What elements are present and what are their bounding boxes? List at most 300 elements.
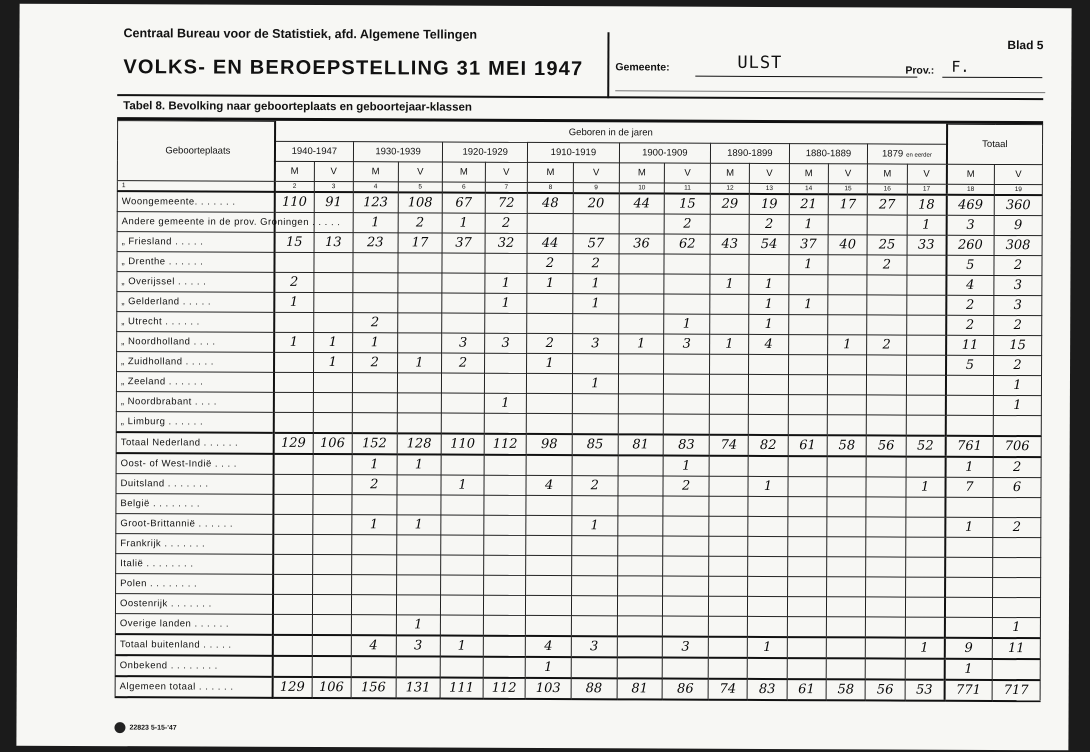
table-cell: 1 [789, 214, 828, 234]
table-cell [866, 616, 905, 637]
table-cell [663, 536, 709, 556]
table-cell: 43 [710, 234, 749, 254]
table-cell [663, 657, 709, 678]
column-number: 11 [665, 183, 711, 194]
table-cell: 1 [484, 393, 527, 413]
table-cell: 1 [945, 456, 993, 477]
table-cell: 44 [619, 193, 665, 214]
year-group-label: 1890-1899 [727, 147, 773, 159]
table-cell: 56 [866, 435, 905, 456]
table-cell: 83 [747, 678, 786, 699]
table-cell [866, 556, 905, 576]
table-cell [313, 412, 352, 433]
table-cell [617, 575, 663, 595]
sex-header: M [710, 163, 749, 183]
table-cell: 1 [788, 294, 827, 314]
row-label: „ Friesland . . . . . [117, 231, 274, 252]
table-cell [945, 597, 993, 617]
table-cell: 3 [573, 333, 619, 353]
column-number: 6 [443, 182, 486, 193]
table-cell [351, 614, 396, 635]
table-cell [906, 415, 946, 436]
table-cell [906, 456, 946, 477]
table-cell [748, 496, 787, 516]
table-cell: 1 [573, 273, 619, 293]
table-cell [484, 515, 527, 535]
table-cell [748, 455, 787, 476]
table-cell [748, 556, 787, 576]
table-cell [484, 373, 527, 393]
table-cell [273, 634, 312, 655]
table-cell: 1 [749, 294, 788, 314]
table-cell [664, 414, 710, 435]
table-cell [396, 594, 441, 614]
table-cell [905, 577, 945, 597]
table-cell: 1 [710, 274, 749, 294]
table-cell [748, 596, 787, 616]
year-group-header [710, 143, 789, 163]
table-cell: 36 [619, 233, 665, 253]
table-cell: 2 [993, 456, 1041, 477]
table-cell [274, 352, 313, 372]
table-cell: 1 [485, 273, 528, 293]
table-cell: 88 [571, 678, 617, 699]
table-cell: 1 [572, 515, 618, 535]
table-cell [748, 536, 787, 556]
table-cell [526, 575, 572, 595]
row-label: Totaal buitenland . . . . . [115, 634, 272, 656]
table-cell [748, 616, 787, 637]
year-group-header [353, 141, 442, 161]
column-number: 13 [750, 183, 789, 194]
table-cell [709, 394, 748, 414]
year-group-header [275, 141, 354, 161]
table-cell [906, 275, 946, 295]
table-cell: 57 [573, 233, 619, 253]
table-cell [617, 535, 663, 555]
table-cell [788, 354, 827, 374]
table-cell [312, 655, 351, 676]
column-number: 7 [485, 182, 528, 193]
table-cell [483, 575, 526, 595]
table-cell: 1 [618, 333, 664, 353]
table-cell [749, 394, 788, 414]
table-cell [867, 274, 906, 294]
table-cell [483, 635, 526, 656]
table-cell [710, 254, 749, 274]
table-cell [787, 637, 826, 658]
table-cell: 17 [398, 232, 443, 252]
table-cell [905, 658, 945, 679]
table-cell: 2 [663, 476, 709, 496]
table-cell [828, 254, 867, 274]
sex-header: V [828, 163, 867, 183]
table-cell: 7 [945, 477, 993, 497]
table-cell: 6 [993, 477, 1041, 497]
table-cell: 1 [396, 614, 441, 635]
table-cell: 4 [526, 475, 572, 495]
table-cell [397, 332, 442, 352]
row-label: Frankrijk . . . . . . . [116, 533, 273, 554]
table-cell [313, 312, 352, 332]
table-cell [867, 314, 906, 334]
table-cell: 19 [750, 193, 789, 214]
table-cell [664, 294, 710, 314]
table-cell: 1 [274, 332, 313, 352]
table-cell: 103 [525, 677, 571, 698]
table-cell: 27 [868, 194, 907, 215]
table-cell: 1 [663, 455, 709, 476]
table-cell [312, 594, 351, 614]
table-cell [617, 515, 663, 535]
table-cell: 1 [789, 254, 828, 274]
table-cell: 706 [993, 435, 1041, 456]
table-cell: 17 [828, 194, 867, 215]
table-cell [526, 454, 572, 475]
table-cell [312, 554, 351, 574]
table-cell [945, 537, 993, 557]
table-cell [618, 293, 664, 313]
row-label: Overige landen . . . . . . [115, 613, 272, 634]
table-cell: 3 [663, 636, 709, 657]
table-cell: 91 [314, 191, 353, 212]
column-number: 2 [275, 181, 314, 192]
table-cell [273, 594, 312, 614]
row-label: „ Zuidholland . . . . . [117, 351, 274, 372]
row-label: „ Zeeland . . . . . . [116, 371, 273, 392]
column-number: 12 [710, 183, 749, 194]
table-cell [663, 556, 709, 576]
column-number: 5 [398, 181, 443, 192]
table-cell [788, 456, 827, 477]
table-cell [483, 555, 526, 575]
sex-header: V [398, 161, 443, 181]
row-label: Algemeen totaal . . . . . . [115, 676, 272, 698]
table-cell: 56 [865, 679, 904, 700]
table-cell [748, 657, 787, 678]
table-cell [442, 373, 485, 393]
table-cell [866, 576, 905, 596]
table-cell [945, 577, 993, 597]
table-cell: 2 [527, 333, 573, 353]
column-number: 17 [907, 184, 947, 195]
column-number: 4 [353, 181, 398, 192]
table-cell [618, 373, 664, 393]
table-cell: 40 [828, 234, 867, 254]
table-cell [619, 213, 665, 233]
table-cell [397, 312, 442, 332]
row-label: „ Noordbrabant . . . . [116, 391, 273, 412]
table-cell [710, 294, 749, 314]
header-extra-line [615, 90, 1045, 93]
table-cell [827, 516, 866, 536]
table-row [115, 676, 1040, 701]
table-cell [709, 476, 748, 496]
sex-header: V [314, 161, 353, 181]
table-cell [397, 372, 442, 392]
table-cell [827, 476, 866, 496]
table-cell [827, 394, 866, 414]
table-cell [485, 253, 528, 273]
table-cell [441, 555, 484, 575]
table-cell [867, 214, 906, 234]
table-cell [526, 413, 572, 434]
table-cell: 83 [664, 434, 710, 455]
table-cell: 1 [749, 314, 788, 334]
table-cell [617, 636, 663, 657]
table-cell [314, 252, 353, 272]
table-cell: 37 [789, 234, 828, 254]
table-cell [313, 474, 352, 494]
table-cell: 33 [907, 235, 947, 255]
row-label: „ Noordholland . . . . [117, 331, 274, 352]
table-cell [396, 554, 441, 574]
year-group-label: 1920-1929 [462, 146, 508, 158]
table-cell: 152 [352, 433, 397, 454]
sex-header: V [665, 163, 711, 183]
table-cell: 1 [527, 353, 573, 373]
sex-header: M [789, 163, 828, 183]
year-group-header [789, 143, 868, 163]
sex-header: V [994, 164, 1042, 184]
table-cell: 81 [617, 678, 663, 699]
table-cell: 2 [946, 315, 994, 335]
table-cell: 9 [994, 215, 1042, 235]
row-label: Oostenrijk . . . . . . . [115, 593, 272, 614]
table-cell: 106 [312, 676, 351, 697]
table-cell [273, 453, 312, 474]
table-cell: 3 [994, 295, 1042, 315]
prov-value: F. [951, 57, 970, 76]
table-cell [396, 656, 441, 677]
table-cell: 1 [664, 314, 710, 334]
table-cell [826, 616, 865, 637]
table-cell [906, 375, 946, 395]
table-cell [312, 514, 351, 534]
table-cell [313, 292, 352, 312]
table-cell: 18 [907, 194, 947, 215]
table-cell [749, 254, 788, 274]
table-cell [397, 474, 442, 494]
table-cell: 15 [665, 193, 711, 214]
row-label: „ Drenthe . . . . . . [117, 251, 274, 272]
table-cell: 82 [749, 434, 788, 455]
table-cell [866, 637, 905, 658]
table-cell: 112 [483, 677, 526, 698]
form-title: VOLKS- EN BEROEPSTELLING 31 MEI 1947 [123, 56, 584, 81]
row-label: Onbekend . . . . . . . . [115, 655, 272, 677]
table-cell: 74 [708, 678, 747, 699]
table-cell: 44 [527, 233, 573, 253]
table-cell: 67 [442, 192, 485, 213]
table-cell: 86 [662, 678, 708, 699]
table-cell [866, 516, 905, 536]
table-cell [993, 537, 1041, 557]
year-group-label: 1930-1939 [375, 145, 421, 157]
table-cell [441, 535, 484, 555]
table-cell [827, 496, 866, 516]
table-cell: 1 [992, 617, 1040, 638]
table-cell: 61 [788, 435, 827, 456]
table-cell [352, 392, 397, 412]
table-cell [483, 656, 526, 677]
table-cell [787, 536, 826, 556]
table-cell: 25 [867, 234, 906, 254]
table-cell [945, 557, 993, 577]
table-cell: 2 [352, 474, 397, 494]
year-group-header [619, 142, 710, 162]
table-cell [827, 536, 866, 556]
table-cell [905, 557, 945, 577]
table-cell [709, 374, 748, 394]
sex-header: M [353, 161, 398, 181]
table-cell: 15 [994, 335, 1042, 355]
table-cell [787, 616, 826, 637]
table-cell: 1 [993, 395, 1041, 415]
table-cell [397, 272, 442, 292]
year-group-label: 1940-1947 [291, 145, 338, 157]
table-cell: 3 [484, 333, 527, 353]
table-cell [708, 616, 747, 637]
column-number: 1 [117, 180, 274, 191]
table-cell [571, 615, 617, 636]
table-cell [527, 313, 573, 333]
table-cell: 111 [440, 677, 483, 698]
table-cell [526, 515, 572, 535]
table-cell [573, 213, 619, 233]
table-cell [274, 412, 313, 433]
column-number: 10 [619, 182, 665, 193]
year-group-label: 1900-1909 [642, 146, 688, 159]
table-cell [618, 495, 664, 515]
table-cell: 2 [485, 213, 528, 233]
table-cell [866, 536, 905, 556]
table-cell [273, 494, 312, 514]
table-cell [992, 597, 1040, 617]
table-cell [313, 494, 352, 514]
table-cell [526, 595, 572, 615]
table-cell [866, 456, 905, 477]
table-cell: 1 [710, 334, 749, 354]
table-cell [273, 514, 312, 534]
table-cell: 106 [313, 432, 352, 453]
table-cell [526, 535, 572, 555]
column-number: 8 [528, 182, 574, 193]
table-cell [272, 655, 311, 676]
sheet-number: Blad 5 [1007, 38, 1044, 53]
table-cell: 29 [710, 193, 749, 214]
table-cell [313, 272, 352, 292]
sex-header: V [485, 162, 528, 182]
table-cell: 21 [789, 194, 828, 215]
year-group-label: 1910-1919 [550, 146, 597, 158]
table-cell: 1 [907, 215, 947, 235]
table-cell [748, 516, 787, 536]
table-cell [946, 375, 994, 395]
table-cell [617, 615, 663, 636]
table-cell [618, 353, 664, 373]
table-cell [352, 554, 397, 574]
row-label: „ Overijssel . . . . . [117, 271, 274, 292]
table-cell [905, 597, 945, 617]
table-cell: 360 [994, 194, 1042, 215]
table-cell [527, 213, 573, 233]
table-cell [827, 556, 866, 576]
table-cell [441, 615, 484, 636]
table-cell [708, 657, 747, 678]
table-cell [273, 614, 312, 635]
table-cell: 2 [994, 355, 1042, 375]
table-cell [441, 413, 484, 434]
gemeente-value: ULST [737, 52, 783, 74]
table-cell [618, 313, 664, 333]
table-cell [906, 315, 946, 335]
table-cell: 1 [905, 637, 945, 658]
table-cell: 2 [572, 475, 618, 495]
table-cell: 1 [397, 352, 442, 372]
table-cell [787, 516, 826, 536]
table-cell [351, 656, 396, 677]
table-cell: 1 [527, 273, 573, 293]
table-cell [664, 374, 710, 394]
table-cell [866, 496, 905, 516]
table-cell [619, 253, 665, 273]
table-cell [572, 495, 618, 515]
table-cell [484, 413, 527, 434]
table-cell [441, 454, 484, 475]
table-cell: 13 [314, 232, 353, 252]
table-title: Tabel 8. Bevolking naar geboorteplaats en geboortejaar-klassen [123, 100, 472, 114]
table-cell: 1 [484, 293, 527, 313]
table-cell [787, 596, 826, 616]
column-number: 19 [994, 184, 1042, 195]
table-cell [867, 294, 906, 314]
table-cell [398, 252, 443, 272]
organization-name: Centraal Bureau voor de Statistiek, afd. Algemene Tellingen [123, 26, 478, 42]
table-cell [442, 253, 485, 273]
table-cell: 1 [397, 454, 442, 475]
table-cell [618, 413, 664, 434]
year-group-header [443, 142, 528, 162]
table-cell [828, 314, 867, 334]
table-cell [709, 556, 748, 576]
table-cell [440, 656, 483, 677]
table-cell [442, 273, 485, 293]
table-cell [787, 556, 826, 576]
table-cell [827, 456, 866, 477]
table-cell: 1 [993, 375, 1041, 395]
table-cell: 2 [527, 253, 573, 273]
table-cell [828, 294, 867, 314]
table-cell [483, 535, 526, 555]
table-cell [663, 616, 709, 637]
table-cell: 1 [274, 292, 313, 312]
table-cell [442, 293, 485, 313]
table-cell [351, 574, 396, 594]
table-cell [313, 453, 352, 474]
table-cell: 110 [275, 191, 314, 212]
table-cell [826, 596, 865, 616]
table-cell [312, 614, 351, 635]
row-label: Duitsland . . . . . . . [116, 473, 273, 494]
table-cell [788, 334, 827, 354]
table-cell: 4 [946, 275, 994, 295]
table-cell [273, 474, 312, 494]
sex-header: V [573, 162, 619, 182]
table-cell: 2 [274, 272, 313, 292]
table-cell: 1 [396, 514, 441, 534]
table-cell [709, 414, 748, 435]
